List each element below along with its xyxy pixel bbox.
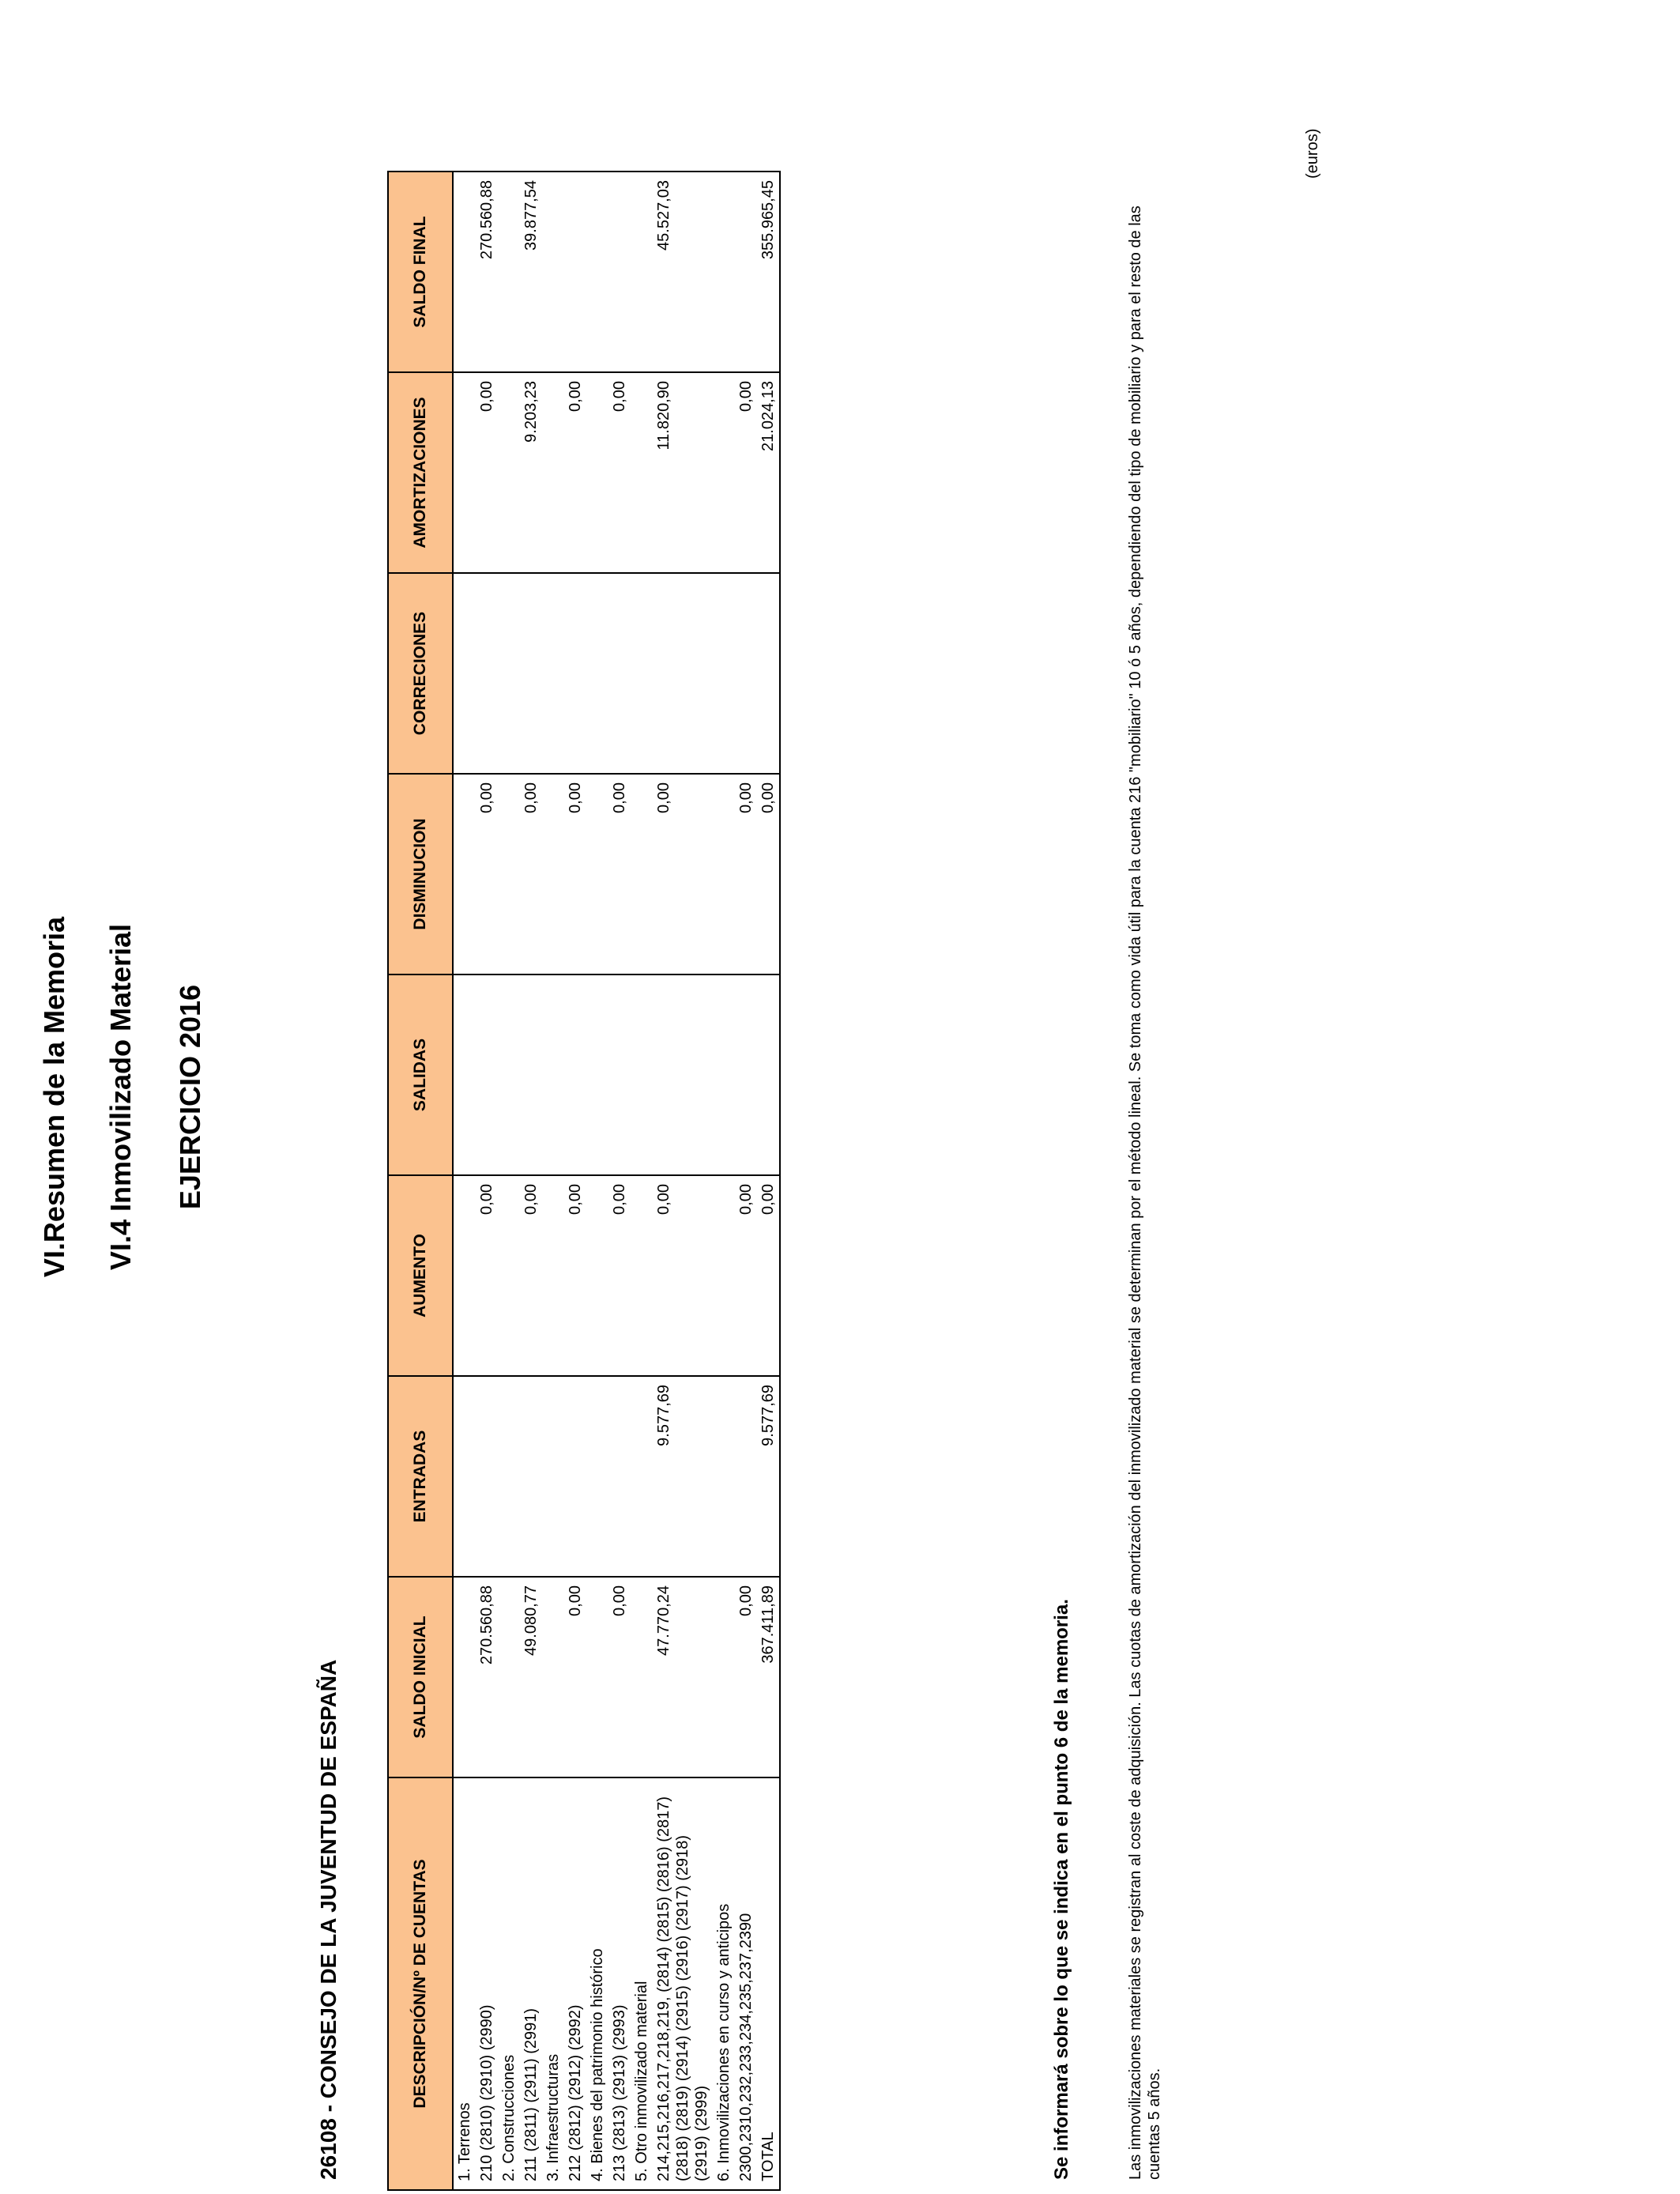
cell-aumento: 0,00 [476,1175,498,1376]
cell-saldo-final [608,172,631,372]
cell-amortizaciones: 11.820,90 [653,372,713,573]
cell-saldo-final [498,172,520,372]
cell-entradas: 9.577,69 [653,1376,713,1577]
cell-salidas [653,974,713,1175]
cell-saldo-final [542,172,564,372]
cell-disminucion [498,774,520,974]
cell-aumento: 0,00 [520,1175,542,1376]
cell-correciones [757,573,780,774]
table-row [453,172,476,2190]
cell-desc: 213 (2813) (2913) (2993) [608,1777,631,2190]
cell-aumento [542,1175,564,1376]
col-header: SALDO FINAL [388,172,453,372]
cell-salidas [476,974,498,1175]
cell-aumento [713,1175,735,1376]
cell-salidas [564,974,586,1175]
cell-correciones [520,573,542,774]
cell-desc: 2300,2310,232,233,234,235,237,2390 [735,1777,757,2190]
inmovilizado-table [387,171,781,2191]
cell-saldo-inicial [586,1577,608,1777]
cell-desc: 3. Infraestructuras [542,1777,564,2190]
cell-salidas [520,974,542,1175]
cell-amortizaciones [542,372,564,573]
cell-entradas [631,1376,653,1577]
cell-desc: 211 (2811) (2911) (2991) [520,1777,542,2190]
cell-amortizaciones: 0,00 [476,372,498,573]
cell-amortizaciones: 0,00 [735,372,757,573]
cell-desc: 4. Bienes del patrimonio histórico [586,1777,608,2190]
cell-saldo-inicial [542,1577,564,1777]
fiscal-year-title: EJERCICIO 2016 [174,984,206,1210]
cell-entradas [608,1376,631,1577]
cell-disminucion: 0,00 [476,774,498,974]
cell-correciones [608,573,631,774]
cell-saldo-inicial: 0,00 [735,1577,757,1777]
cell-salidas [757,974,780,1175]
cell-disminucion [713,774,735,974]
cell-saldo-final: 45.527,03 [653,172,713,372]
cell-disminucion [586,774,608,974]
cell-aumento: 0,00 [608,1175,631,1376]
cell-disminucion: 0,00 [653,774,713,974]
cell-amortizaciones: 21.024,13 [757,372,780,573]
cell-amortizaciones [586,372,608,573]
col-header: SALDO INICIAL [388,1577,453,1777]
cell-disminucion: 0,00 [735,774,757,974]
cell-entradas [498,1376,520,1577]
total-row [757,172,780,2190]
cell-saldo-final: 39.877,54 [520,172,542,372]
cell-disminucion [453,774,476,974]
cell-saldo-final [735,172,757,372]
table-row [631,172,653,2190]
entity-name: 26108 - CONSEJO DE LA JUVENTUD DE ESPAÑA [316,1659,341,2180]
cell-desc: 1. Terrenos [453,1777,476,2190]
cell-correciones [453,573,476,774]
col-header: CORRECIONES [388,573,453,774]
cell-aumento [453,1175,476,1376]
cell-correciones [653,573,713,774]
cell-entradas [586,1376,608,1577]
cell-aumento [631,1175,653,1376]
cell-correciones [498,573,520,774]
units-label: (euros) [1304,128,1321,179]
cell-salidas [631,974,653,1175]
cell-correciones [542,573,564,774]
cell-correciones [586,573,608,774]
cell-saldo-final: 270.560,88 [476,172,498,372]
table-row [542,172,564,2190]
cell-correciones [631,573,653,774]
cell-amortizaciones: 0,00 [608,372,631,573]
cell-saldo-inicial [713,1577,735,1777]
cell-saldo-inicial [453,1577,476,1777]
cell-entradas [713,1376,735,1577]
cell-disminucion: 0,00 [608,774,631,974]
col-header: AMORTIZACIONES [388,372,453,573]
table-header-row [388,172,453,2190]
cell-disminucion: 0,00 [564,774,586,974]
cell-disminucion [542,774,564,974]
table-row [713,172,735,2190]
cell-entradas [542,1376,564,1577]
cell-aumento: 0,00 [757,1175,780,1376]
cell-salidas [453,974,476,1175]
cell-salidas [498,974,520,1175]
cell-saldo-final: 355.965,45 [757,172,780,372]
cell-saldo-inicial [498,1577,520,1777]
col-header: DESCRIPCIÓN/Nº DE CUENTAS [388,1777,453,2190]
table-row [476,172,498,2190]
col-header: ENTRADAS [388,1376,453,1577]
table-row [498,172,520,2190]
cell-aumento: 0,00 [653,1175,713,1376]
cell-saldo-final [713,172,735,372]
memoria-title: VI.Resumen de la Memoria [38,916,70,1278]
cell-saldo-inicial: 47.770,24 [653,1577,713,1777]
cell-saldo-inicial: 0,00 [608,1577,631,1777]
cell-disminucion [631,774,653,974]
cell-entradas [564,1376,586,1577]
col-header: SALIDAS [388,974,453,1175]
cell-saldo-final [564,172,586,372]
cell-desc: 212 (2812) (2912) (2992) [564,1777,586,2190]
table-row [520,172,542,2190]
cell-entradas [735,1376,757,1577]
cell-saldo-inicial: 367.411,89 [757,1577,780,1777]
cell-desc: 214,215,216,217,218,219, (2814) (2815) (2816) (2817) (2818) (2819) (2914) (2915) (2916) (2917) (2918) (2919) (2999) [653,1777,713,2190]
cell-correciones [476,573,498,774]
table-row [586,172,608,2190]
cell-saldo-final [586,172,608,372]
cell-amortizaciones: 0,00 [564,372,586,573]
col-header: AUMENTO [388,1175,453,1376]
cell-salidas [586,974,608,1175]
table-row [653,172,713,2190]
cell-desc: TOTAL [757,1777,780,2190]
cell-saldo-inicial: 0,00 [564,1577,586,1777]
cell-amortizaciones: 9.203,23 [520,372,542,573]
col-header: DISMINUCION [388,774,453,974]
cell-entradas: 9.577,69 [757,1376,780,1577]
cell-amortizaciones [713,372,735,573]
table-row [735,172,757,2190]
cell-correciones [735,573,757,774]
cell-disminucion: 0,00 [520,774,542,974]
inform-note: Se informará sobre lo que se indica en el punto 6 de la memoria. [1051,1599,1072,2180]
cell-salidas [735,974,757,1175]
cell-desc: 6. Inmovilizaciones en curso y anticipos [713,1777,735,2190]
cell-aumento: 0,00 [564,1175,586,1376]
cell-saldo-final [453,172,476,372]
cell-correciones [713,573,735,774]
cell-saldo-inicial: 270.560,88 [476,1577,498,1777]
cell-saldo-final [631,172,653,372]
accounting-notes: Las inmovilizaciones materiales se registran al coste de adquisición. Las cuotas de amortización del inmovilizado material se determinan por el método lineal. Se toma como vida útil para la cuenta 216 "mobiliario" 10 ó 5 años, dependiendo del tipo de mobiliario y para el resto de las cuentas 5 años. [1127,205,1163,2180]
cell-desc: 5. Otro inmovilizado material [631,1777,653,2190]
cell-salidas [542,974,564,1175]
cell-desc: 2. Construcciones [498,1777,520,2190]
cell-salidas [713,974,735,1175]
table-row [564,172,586,2190]
cell-correciones [564,573,586,774]
cell-saldo-inicial: 49.080,77 [520,1577,542,1777]
cell-amortizaciones [453,372,476,573]
cell-aumento [498,1175,520,1376]
cell-aumento: 0,00 [735,1175,757,1376]
cell-desc: 210 (2810) (2910) (2990) [476,1777,498,2190]
cell-aumento [586,1175,608,1376]
section-title: VI.4 Inmovilizado Material [104,923,137,1271]
cell-entradas [476,1376,498,1577]
cell-disminucion: 0,00 [757,774,780,974]
cell-saldo-inicial [631,1577,653,1777]
cell-amortizaciones [498,372,520,573]
cell-entradas [520,1376,542,1577]
table-row [608,172,631,2190]
cell-entradas [453,1376,476,1577]
cell-salidas [608,974,631,1175]
cell-amortizaciones [631,372,653,573]
